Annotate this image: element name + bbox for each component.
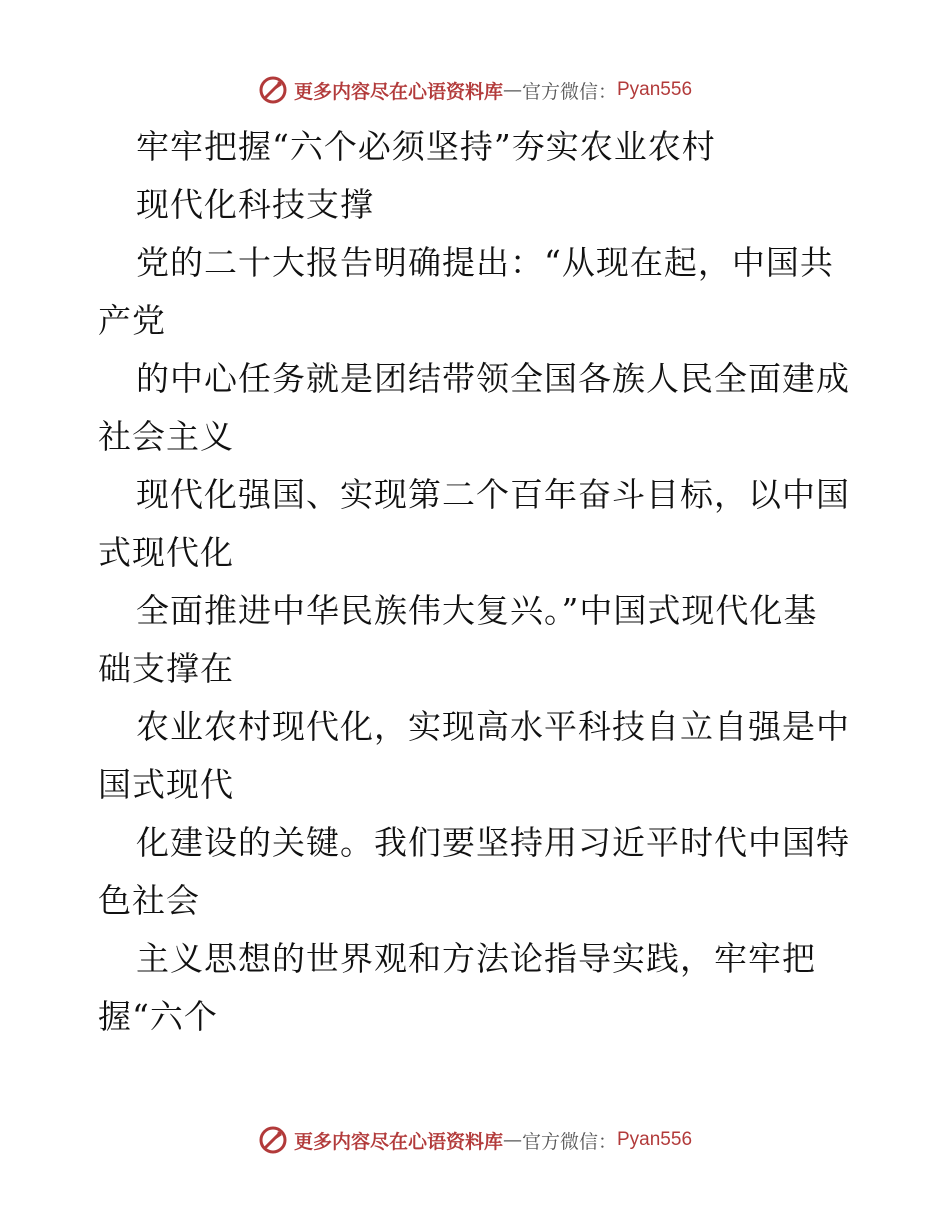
doc-line: 握“六个 bbox=[98, 997, 218, 1036]
footer-banner-wechat-id: Pyan556 bbox=[617, 1129, 693, 1150]
header-banner-wechat-label: 官方微信： bbox=[521, 80, 617, 103]
doc-line: 现代化强国、实现第二个百年奋斗目标，以中国 bbox=[136, 475, 850, 514]
footer-banner-wechat-label: 官方微信： bbox=[521, 1130, 617, 1153]
doc-line: 国式现代 bbox=[98, 765, 234, 804]
doc-line: 主义思想的世界观和方法论指导实践，牢牢把 bbox=[136, 939, 816, 978]
document-body bbox=[98, 118, 858, 1046]
doc-line: 产党 bbox=[98, 301, 166, 340]
doc-line: 化建设的关键。我们要坚持用习近平时代中国特 bbox=[136, 823, 850, 862]
doc-line: 式现代化 bbox=[98, 533, 234, 572]
footer-banner-dash: — bbox=[502, 1129, 522, 1151]
brush-logo-icon bbox=[258, 75, 288, 105]
doc-line: 的中心任务就是团结带领全国各族人民全面建成 bbox=[136, 359, 850, 398]
doc-line: 色社会 bbox=[98, 881, 200, 920]
footer-banner-title: 更多内容尽在心语资料库 bbox=[293, 1130, 503, 1153]
doc-line: 牢牢把握“六个必须坚持”夯实农业农村 bbox=[136, 127, 716, 166]
doc-line: 党的二十大报告明确提出：“从现在起，中国共 bbox=[136, 243, 834, 282]
brush-logo-icon bbox=[258, 1125, 288, 1155]
doc-line: 础支撑在 bbox=[98, 649, 234, 688]
header-banner-dash: — bbox=[502, 79, 522, 101]
doc-line: 全面推进中华民族伟大复兴。”中国式现代化基 bbox=[136, 591, 818, 630]
doc-line: 现代化科技支撑 bbox=[136, 185, 374, 224]
doc-line: 农业农村现代化，实现高水平科技自立自强是中 bbox=[136, 707, 850, 746]
header-banner bbox=[0, 70, 950, 110]
header-banner-wechat-id: Pyan556 bbox=[617, 79, 693, 100]
footer-banner bbox=[0, 1120, 950, 1160]
doc-line: 社会主义 bbox=[98, 417, 234, 456]
header-banner-title: 更多内容尽在心语资料库 bbox=[293, 80, 503, 103]
